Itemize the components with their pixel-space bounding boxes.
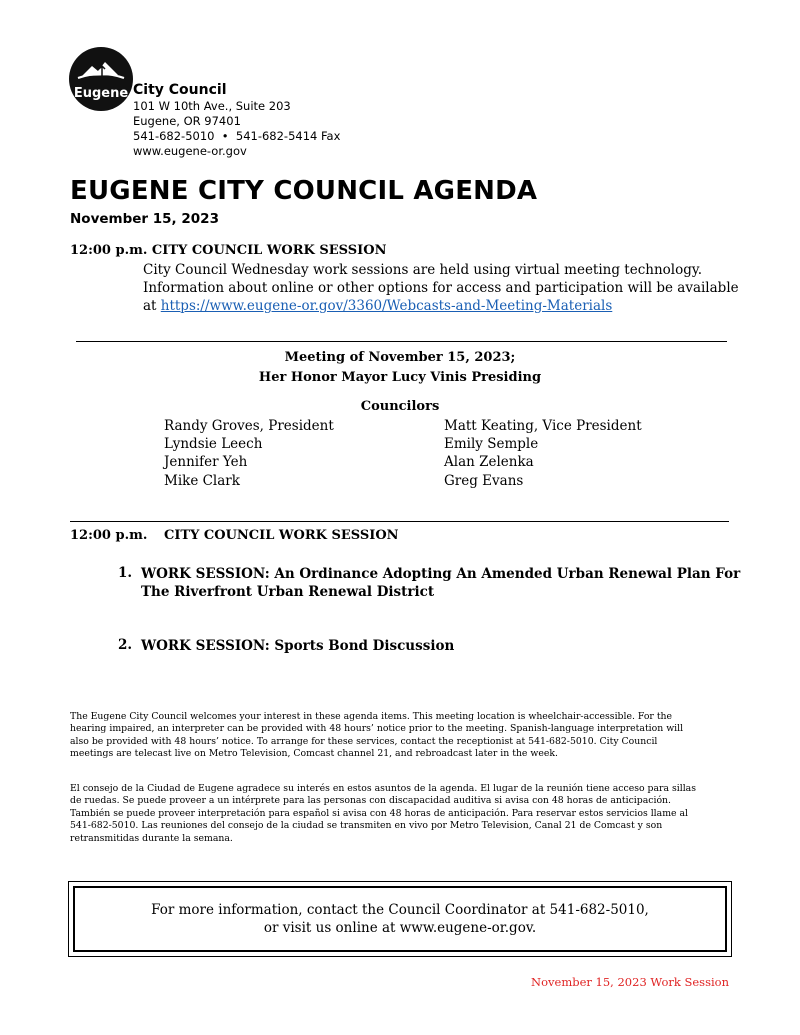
contact-line-2: or visit us online at www.eugene-or.gov. xyxy=(263,920,537,936)
councilor-right-4: Greg Evans xyxy=(444,473,524,489)
councilor-right-1: Matt Keating, Vice President xyxy=(444,418,642,434)
councilor-left-4: Mike Clark xyxy=(164,473,240,489)
councilor-right-2: Emily Semple xyxy=(444,436,539,452)
contact-box-text xyxy=(73,901,727,937)
work-session-description xyxy=(143,261,743,315)
notice-es-line: retransmitidas durante la semana. xyxy=(70,832,233,844)
website-text: www.eugene-or.gov xyxy=(133,144,247,158)
ws-line-3 xyxy=(143,297,743,315)
phone-line: 541-682-5010 • 541-682-5414 Fax xyxy=(133,129,341,143)
page-title: EUGENE CITY COUNCIL AGENDA xyxy=(70,176,538,206)
meeting-of-line: Meeting of November 15, 2023; xyxy=(284,350,516,365)
agenda-item-1-line-2: The Riverfront Urban Renewal District xyxy=(141,584,435,600)
divider-2 xyxy=(70,521,729,522)
webcasts-link[interactable]: https://www.eugene-or.gov/3360/Webcasts-and-Meeting-Materials xyxy=(160,298,613,314)
councilor-left-3: Jennifer Yeh xyxy=(164,454,248,470)
notice-es-line: de ruedas. Se puede proveer a un intérprete para las personas con discapacidad auditiva si avisa con 48 horas de anticipación. xyxy=(70,795,671,807)
address-line-1: 101 W 10th Ave., Suite 203 xyxy=(133,99,291,113)
work-session-heading: 12:00 p.m. CITY COUNCIL WORK SESSION xyxy=(70,243,387,258)
logo-text: Eugene xyxy=(73,86,129,101)
councilors-heading: Councilors xyxy=(360,399,440,414)
agenda-item-1-line-1: WORK SESSION: An Ordinance Adopting An Amended Urban Renewal Plan For xyxy=(141,566,741,582)
councilor-right-3: Alan Zelenka xyxy=(444,454,534,470)
ws-line-3-prefix: at xyxy=(143,298,161,314)
agenda-time: 12:00 p.m. xyxy=(70,528,148,543)
notice-en-line: The Eugene City Council welcomes your interest in these agenda items. This meeting location is wheelchair-accessible. For the xyxy=(70,711,673,722)
agenda-section-title: CITY COUNCIL WORK SESSION xyxy=(164,528,399,543)
footer-note: November 15, 2023 Work Session xyxy=(531,975,729,989)
agenda-item-1-number: 1. xyxy=(118,565,133,581)
ws-line-2: Information about online or other options for access and participation will be available xyxy=(143,280,739,296)
notice-es-line: También se puede proveer interpretación para español si avisa con 48 horas de anticipación. Para reservar estos servicios llame al xyxy=(70,807,688,819)
agenda-date: November 15, 2023 xyxy=(70,211,219,227)
notice-es-line: El consejo de la Ciudad de Eugene agradece su interés en estos asuntos de la agenda. El lugar de la reunión tiene acceso para sillas xyxy=(70,783,696,794)
notice-english xyxy=(70,711,730,761)
notice-en-line: meetings are telecast live on Metro Television, Comcast channel 21, and rebroadcast later in the week. xyxy=(70,748,558,760)
presiding-line: Her Honor Mayor Lucy Vinis Presiding xyxy=(258,370,542,385)
notice-spanish xyxy=(70,783,730,845)
address-line-2: Eugene, OR 97401 xyxy=(133,114,241,128)
councilor-left-2: Lyndsie Leech xyxy=(164,436,263,452)
councilor-left-1: Randy Groves, President xyxy=(164,418,334,434)
org-name: City Council xyxy=(133,82,227,98)
agenda-item-1 xyxy=(141,565,741,601)
notice-es-line: 541-682-5010. Las reuniones del consejo de la ciudad se transmiten en vivo por Metro Television, Canal 21 de Comcast y son xyxy=(70,820,663,832)
agenda-item-2-line-1: WORK SESSION: Sports Bond Discussion xyxy=(141,638,455,654)
notice-en-line: also be provided with 48 hours’ notice. To arrange for these services, contact the receptionist at 541-682-5010. City Council xyxy=(70,735,658,747)
contact-line-1: For more information, contact the Council Coordinator at 541-682-5010, xyxy=(151,902,649,918)
divider-1 xyxy=(76,341,727,342)
agenda-item-2-number: 2. xyxy=(118,637,133,653)
ws-line-1: City Council Wednesday work sessions are held using virtual meeting technology. xyxy=(143,262,703,278)
notice-en-line: hearing impaired, an interpreter can be provided with 48 hours’ notice prior to the meeting. Spanish-language interpretation will xyxy=(70,723,684,735)
eugene-logo-icon xyxy=(68,46,134,112)
